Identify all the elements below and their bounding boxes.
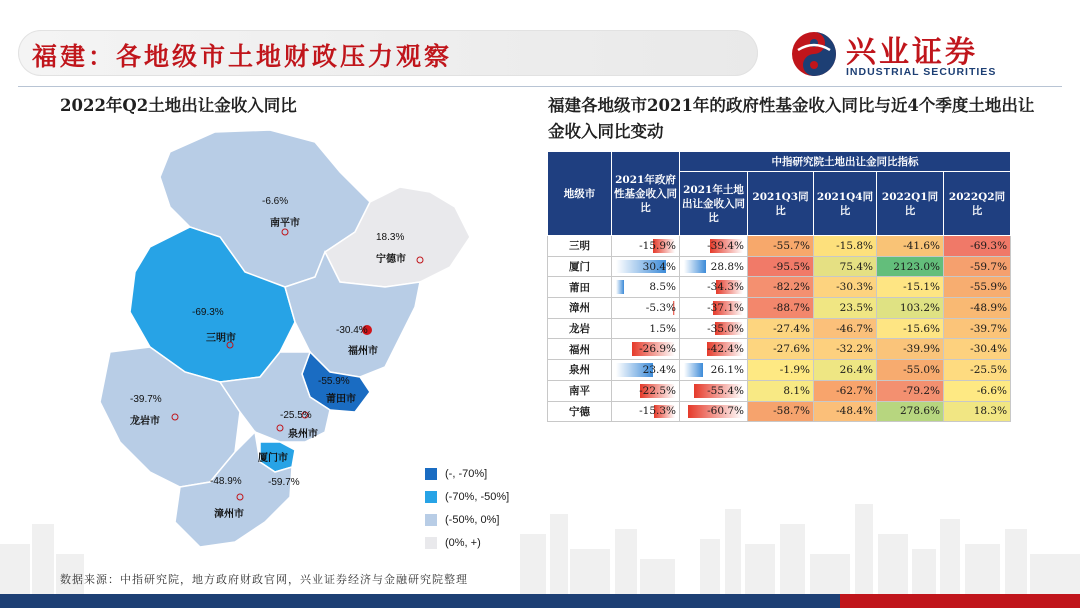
cell-city: 泉州	[548, 360, 612, 381]
data-table	[547, 151, 1011, 422]
cell-quarter: -39.9%	[877, 339, 944, 360]
cell-value: 30.4%	[642, 260, 676, 273]
label-nanping-name: 南平市	[270, 218, 300, 229]
cell-quarter: -79.2%	[877, 380, 944, 401]
label-zhangzhou-name: 漳州市	[214, 509, 244, 520]
cell-city: 南平	[548, 380, 612, 401]
table-body	[548, 236, 1011, 422]
legend-label: (0%, +)	[445, 536, 481, 549]
cell-value: -26.9%	[639, 343, 676, 356]
cell-fund	[612, 360, 680, 381]
cell-quarter: 23.5%	[814, 298, 877, 319]
cell-value: -35.0%	[707, 322, 744, 335]
cell-quarter: 8.1%	[748, 380, 814, 401]
label-nanping-value: -6.6%	[262, 196, 289, 207]
cell-value: -37.1%	[707, 301, 744, 314]
cell-quarter: 278.6%	[877, 401, 944, 422]
cell-value: 28.8%	[710, 260, 744, 273]
cell-quarter: -1.9%	[748, 360, 814, 381]
table-row	[548, 318, 1011, 339]
cell-value: -55.4%	[707, 384, 744, 397]
header-q1-2022: 2022Q1同比	[877, 172, 944, 236]
table-heading: 福建各地级市2021年的政府性基金收入同比与近4个季度土地出让金收入同比变动	[548, 96, 1035, 141]
cell-fund	[612, 380, 680, 401]
cell-city: 三明	[548, 236, 612, 257]
cell-land	[680, 339, 748, 360]
cell-value: 1.5%	[649, 322, 676, 335]
cell-value: 23.4%	[642, 363, 676, 376]
header-group: 中指研究院土地出让金同比指标	[680, 152, 1011, 172]
label-fuzhou-value: -30.4%	[336, 325, 368, 336]
cell-value: -15.3%	[639, 405, 676, 418]
fujian-map	[40, 112, 490, 557]
header-land: 2021年土地出让金收入同比	[680, 172, 748, 236]
table-row	[548, 401, 1011, 422]
cell-quarter: -27.6%	[748, 339, 814, 360]
cell-value: -34.3%	[707, 281, 744, 294]
label-putian-name: 莆田市	[326, 394, 356, 405]
cell-quarter: -82.2%	[748, 277, 814, 298]
label-ningde-name: 宁德市	[376, 254, 406, 265]
label-putian-value: -55.9%	[318, 376, 350, 387]
legend-swatch	[425, 537, 437, 549]
cell-land	[680, 360, 748, 381]
legend-label: (-70%, -50%]	[445, 490, 510, 503]
label-xiamen-name: 厦门市	[258, 453, 288, 464]
legend-label: (-, -70%]	[445, 467, 488, 480]
header-q3-2021: 2021Q3同比	[748, 172, 814, 236]
cell-city: 厦门	[548, 256, 612, 277]
label-ningde-value: 18.3%	[376, 232, 405, 243]
cell-quarter: 75.4%	[814, 256, 877, 277]
cell-value: -15.9%	[639, 239, 676, 252]
cell-land	[680, 256, 748, 277]
cell-quarter: -55.7%	[748, 236, 814, 257]
header-fund: 2021年政府性基金收入同比	[612, 152, 680, 236]
cell-value: -22.5%	[639, 384, 676, 397]
cell-quarter: 18.3%	[944, 401, 1011, 422]
cell-quarter: -27.4%	[748, 318, 814, 339]
cell-quarter: -48.9%	[944, 298, 1011, 319]
cell-city: 漳州	[548, 298, 612, 319]
table-row	[548, 277, 1011, 298]
data-bar	[684, 363, 703, 377]
label-longyan-value: -39.7%	[130, 394, 162, 405]
cell-land	[680, 318, 748, 339]
header-divider	[18, 86, 1062, 87]
legend-label: (-50%, 0%]	[445, 513, 500, 526]
cell-quarter: -15.1%	[877, 277, 944, 298]
table-row	[548, 380, 1011, 401]
logo-icon	[790, 30, 838, 78]
label-quanzhou-name: 泉州市	[288, 429, 318, 440]
cell-quarter: -55.0%	[877, 360, 944, 381]
cell-quarter: -88.7%	[748, 298, 814, 319]
cell-fund	[612, 236, 680, 257]
cell-fund	[612, 339, 680, 360]
cell-city: 福州	[548, 339, 612, 360]
cell-value: -60.7%	[707, 405, 744, 418]
label-sanming-name: 三明市	[206, 333, 236, 344]
table-row	[548, 360, 1011, 381]
table-row	[548, 236, 1011, 257]
data-bar	[684, 260, 706, 274]
cell-fund	[612, 256, 680, 277]
table-row	[548, 256, 1011, 277]
cell-quarter: -62.7%	[814, 380, 877, 401]
cell-land	[680, 298, 748, 319]
cell-fund	[612, 401, 680, 422]
label-xiamen-value: -59.7%	[268, 477, 300, 488]
cell-fund	[612, 298, 680, 319]
cell-quarter: -48.4%	[814, 401, 877, 422]
header-q2-2022: 2022Q2同比	[944, 172, 1011, 236]
cell-quarter: 26.4%	[814, 360, 877, 381]
cell-quarter: -25.5%	[944, 360, 1011, 381]
table-row	[548, 298, 1011, 319]
legend-swatch	[425, 468, 437, 480]
cell-city: 龙岩	[548, 318, 612, 339]
cell-land	[680, 380, 748, 401]
cell-value: -5.3%	[645, 301, 676, 314]
label-fuzhou-name: 福州市	[348, 346, 378, 357]
logo-text: 兴业证券	[846, 35, 978, 70]
legend-swatch	[425, 514, 437, 526]
cell-land	[680, 236, 748, 257]
cell-quarter: -41.6%	[877, 236, 944, 257]
data-bar	[616, 280, 624, 294]
cell-land	[680, 277, 748, 298]
cell-quarter: -30.3%	[814, 277, 877, 298]
label-zhangzhou-value: -48.9%	[210, 476, 242, 487]
cell-quarter: 2123.0%	[877, 256, 944, 277]
label-longyan-name: 龙岩市	[130, 416, 160, 427]
cell-quarter: -6.6%	[944, 380, 1011, 401]
table-row	[548, 339, 1011, 360]
footer-bar	[0, 594, 1080, 608]
logo-subtext: INDUSTRIAL SECURITIES	[846, 66, 997, 78]
cell-quarter: -15.8%	[814, 236, 877, 257]
cell-fund	[612, 318, 680, 339]
cell-value: 8.5%	[649, 281, 676, 294]
header-q4-2021: 2021Q4同比	[814, 172, 877, 236]
cell-quarter: -59.7%	[944, 256, 1011, 277]
map-heading: 2022年Q2土地出让金收入同比	[60, 96, 297, 115]
cell-value: -39.4%	[707, 239, 744, 252]
cell-value: 26.1%	[710, 363, 744, 376]
cell-quarter: -15.6%	[877, 318, 944, 339]
cell-quarter: -46.7%	[814, 318, 877, 339]
legend-item	[425, 462, 509, 485]
page-title: 福建：各地级市土地财政压力观察	[32, 42, 453, 71]
cell-city: 莆田	[548, 277, 612, 298]
cell-quarter: -55.9%	[944, 277, 1011, 298]
label-sanming-value: -69.3%	[192, 307, 224, 318]
legend-item	[425, 531, 509, 554]
legend-item	[425, 485, 509, 508]
cell-quarter: -32.2%	[814, 339, 877, 360]
cell-fund	[612, 277, 680, 298]
cell-quarter: -69.3%	[944, 236, 1011, 257]
cell-quarter: 103.2%	[877, 298, 944, 319]
cell-quarter: -30.4%	[944, 339, 1011, 360]
legend-item	[425, 508, 509, 531]
map-legend	[425, 462, 509, 554]
label-quanzhou-value: -25.5%	[280, 410, 312, 421]
source-note: 数据来源：中指研究院，地方政府财政官网，兴业证券经济与金融研究院整理	[60, 573, 468, 586]
header-city: 地级市	[548, 152, 612, 236]
legend-swatch	[425, 491, 437, 503]
cell-quarter: -58.7%	[748, 401, 814, 422]
cell-quarter: -95.5%	[748, 256, 814, 277]
cell-value: -42.4%	[707, 343, 744, 356]
cell-land	[680, 401, 748, 422]
cell-city: 宁德	[548, 401, 612, 422]
cell-quarter: -39.7%	[944, 318, 1011, 339]
